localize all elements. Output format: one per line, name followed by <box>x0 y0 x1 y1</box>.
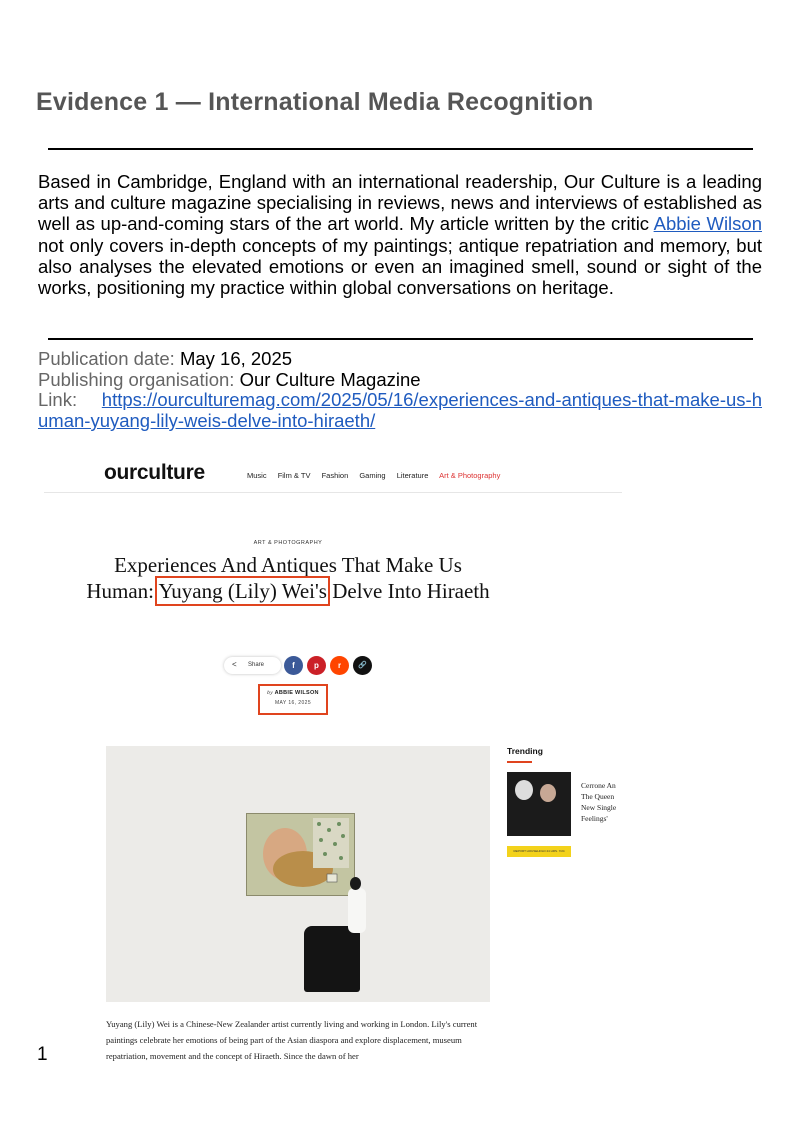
artist-figure <box>304 926 360 992</box>
intro-paragraph <box>38 171 762 298</box>
page-title: Evidence 1 — International Media Recognition <box>36 88 594 116</box>
share-icon: < <box>232 660 237 669</box>
artist-shirt <box>348 888 366 933</box>
artist-head <box>350 877 361 890</box>
headline-part-3: Delve Into Hiraeth <box>326 578 490 603</box>
reddit-icon[interactable]: r <box>330 656 349 675</box>
nav-gaming[interactable]: Gaming <box>359 471 386 480</box>
nav-film-tv[interactable]: Film & TV <box>277 471 311 480</box>
trending-thumbnail[interactable] <box>507 772 571 836</box>
share-label: Share <box>248 662 265 668</box>
organisation-value: Our Culture Magazine <box>239 369 421 390</box>
organisation-label: Publishing organisation: <box>38 369 235 390</box>
byline-prefix: by <box>267 690 273 696</box>
article-body-text: Yuyang (Lily) Wei is a Chinese-New Zealander artist currently living and working in London. Lily's current paintings celebrate her emotions of being part of the Asian diaspora and explore displacement, museum repatriation, movement and the concept of Hiraeth. Since the dawn of her <box>106 1019 478 1061</box>
intro-text-1: Based in Cambridge, England with an international readership, Our Culture is a leading arts and culture magazine specialising in reviews, news and interviews of established as well as up-and-coming stars of the art world. My article written by the critic <box>38 171 762 235</box>
nav-fashion[interactable]: Fashion <box>321 471 349 480</box>
site-navbar <box>44 458 622 493</box>
article-photo <box>106 746 490 1002</box>
article-url-link[interactable]: https://ourculturemag.com/2025/05/16/experiences-and-antiques-that-make-us-human-yuyang-lily-weis-delve-into-hiraeth/ <box>38 389 762 431</box>
byline-author[interactable]: ABBIE WILSON <box>274 690 319 696</box>
trending-item-title[interactable]: Cerrone An The Queen New Single Feelings' <box>581 781 617 823</box>
trending-underline <box>507 761 532 763</box>
ad-banner[interactable]: REPORT HOUSEHOLD 24 HRS. 7/24 <box>507 846 571 857</box>
pinterest-icon[interactable]: p <box>307 656 326 675</box>
byline-author-row <box>260 690 326 696</box>
divider-bottom <box>48 338 753 340</box>
byline-date: MAY 16, 2025 <box>274 700 312 706</box>
divider-top <box>48 148 753 150</box>
headline-part-1: Experiences And Antiques That Make Us Human <box>86 553 462 603</box>
nav-art-photography[interactable]: Art & Photography <box>439 471 501 480</box>
article-headline <box>84 553 492 604</box>
headline-highlight: Yuyang (Lily) Wei's <box>158 578 327 603</box>
intro-text-2: not only covers in-depth concepts of my paintings; antique repatriation and memory, but also analyses the elevated emotions or even an imagined smell, sound or sight of the works, positioning my practice within global conversations on heritage. <box>38 234 762 299</box>
publication-date-value: May 16, 2025 <box>179 348 293 369</box>
facebook-icon[interactable]: f <box>284 656 303 675</box>
article-category[interactable]: ART & PHOTOGRAPHY <box>253 540 323 546</box>
publication-date-label: Publication date: <box>38 348 175 369</box>
organisation-row <box>38 369 421 390</box>
site-logo[interactable]: ourculture <box>104 461 205 484</box>
site-nav-links <box>247 471 509 480</box>
author-link[interactable]: Abbie Wilson <box>653 213 762 235</box>
trending-heading: Trending <box>507 746 543 756</box>
nav-literature[interactable]: Literature <box>396 471 429 480</box>
link-label: Link: <box>38 389 78 410</box>
share-button[interactable] <box>224 657 281 674</box>
copy-link-icon[interactable]: 🔗 <box>353 656 372 675</box>
nav-music[interactable]: Music <box>247 471 267 480</box>
page-number: 1 <box>37 1044 48 1065</box>
byline-highlight <box>258 684 328 715</box>
link-row <box>38 389 762 431</box>
article-screenshot <box>44 458 622 1068</box>
painting-image <box>246 813 355 896</box>
headline-part-2: : <box>148 578 159 603</box>
publication-date-row <box>38 348 292 369</box>
